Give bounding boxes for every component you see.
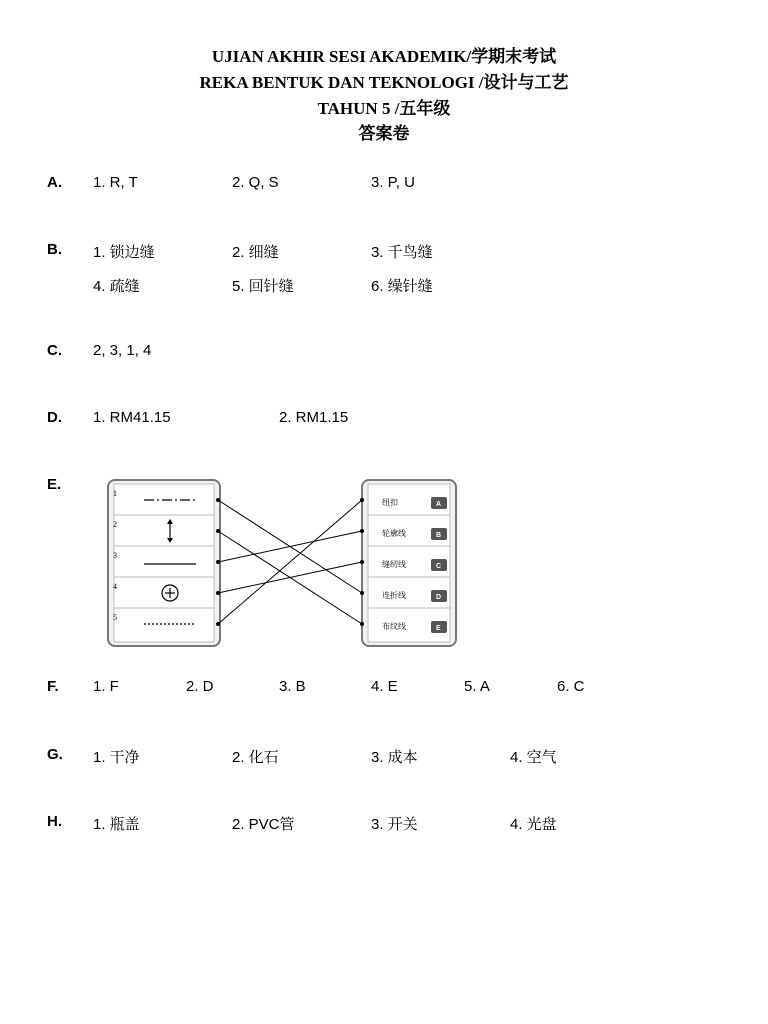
connection-line xyxy=(218,531,362,562)
connection-dot xyxy=(216,498,220,502)
connection-lines xyxy=(216,498,364,626)
section-f-answer: 6. C xyxy=(557,678,585,695)
section-h-answer: 4. 光盘 xyxy=(510,816,557,833)
right-label: 布纹线 xyxy=(382,622,406,631)
connection-dot xyxy=(216,622,220,626)
section-g-answer: 4. 空气 xyxy=(510,749,557,766)
letter-tag-text: E xyxy=(436,625,441,632)
section-d-label: D. xyxy=(47,409,62,426)
matching-diagram-svg xyxy=(100,472,460,652)
section-h-answer: 1. 瓶盖 xyxy=(93,816,140,833)
right-label: 连折线 xyxy=(382,591,406,600)
section-a-answer: 1. R, T xyxy=(93,174,138,191)
right-label: 缝纫线 xyxy=(382,560,406,569)
section-h-answer: 3. 开关 xyxy=(371,816,418,833)
section-a-answer: 2. Q, S xyxy=(232,174,279,191)
left-number: 4 xyxy=(113,582,117,591)
right-label: 纽扣 xyxy=(382,498,398,507)
letter-tag-text: B xyxy=(436,532,442,539)
section-b-answer: 5. 回针缝 xyxy=(232,278,294,295)
section-b-answer: 6. 缲针缝 xyxy=(371,278,433,295)
section-a-answer: 3. P, U xyxy=(371,174,415,191)
left-panel-inner xyxy=(114,484,214,642)
letter-tag-text: D xyxy=(436,594,442,601)
section-a-label: A. xyxy=(47,174,62,191)
connection-dot xyxy=(360,498,364,502)
section-b-answer: 2. 细缝 xyxy=(232,244,279,261)
section-b-answer: 1. 锁边缝 xyxy=(93,244,155,261)
connection-dot xyxy=(360,560,364,564)
section-g-answer: 2. 化石 xyxy=(232,749,279,766)
page-header xyxy=(0,44,768,147)
section-c-answer: 2, 3, 1, 4 xyxy=(93,342,152,359)
section-f-answer: 4. E xyxy=(371,678,398,695)
left-number: 5 xyxy=(113,613,117,622)
section-h-answer: 2. PVC管 xyxy=(232,816,295,833)
connection-dot xyxy=(216,591,220,595)
section-b-label: B. xyxy=(47,241,62,258)
section-f-answer: 5. A xyxy=(464,678,490,695)
left-number: 3 xyxy=(113,551,117,560)
section-d-answer: 1. RM41.15 xyxy=(93,409,171,426)
connection-dot xyxy=(216,529,220,533)
letter-tag-text: A xyxy=(436,501,442,508)
connection-dot xyxy=(360,622,364,626)
header-line-3: TAHUN 5 /五年级 xyxy=(317,99,451,119)
letter-tag-text: C xyxy=(436,563,442,570)
connection-dot xyxy=(216,560,220,564)
section-e-label: E. xyxy=(47,476,62,493)
left-number: 2 xyxy=(113,520,117,529)
section-f-label: F. xyxy=(47,678,59,695)
header-line-4: 答案卷 xyxy=(358,124,410,144)
section-g-answer: 1. 干净 xyxy=(93,749,140,766)
right-label: 轮廓线 xyxy=(382,529,406,538)
section-f-answer: 1. F xyxy=(93,678,119,695)
connection-line xyxy=(218,500,362,624)
section-h-label: H. xyxy=(47,813,62,830)
connection-dot xyxy=(360,591,364,595)
section-g-label: G. xyxy=(47,746,63,763)
section-d-answer: 2. RM1.15 xyxy=(279,409,349,426)
matching-diagram xyxy=(100,472,460,652)
left-number: 1 xyxy=(113,489,117,498)
header-line-2: REKA BENTUK DAN TEKNOLOGI /设计与工艺 xyxy=(199,73,569,93)
connection-line xyxy=(218,562,362,593)
header-line-1: UJIAN AKHIR SESI AKADEMIK/学期末考试 xyxy=(211,47,557,67)
section-c-label: C. xyxy=(47,342,62,359)
section-f-answer: 2. D xyxy=(186,678,214,695)
connection-dot xyxy=(360,529,364,533)
section-b-answer: 3. 千鸟缝 xyxy=(371,244,433,261)
section-f-answer: 3. B xyxy=(279,678,306,695)
section-g-answer: 3. 成本 xyxy=(371,749,418,766)
section-b-answer: 4. 疏缝 xyxy=(93,278,140,295)
